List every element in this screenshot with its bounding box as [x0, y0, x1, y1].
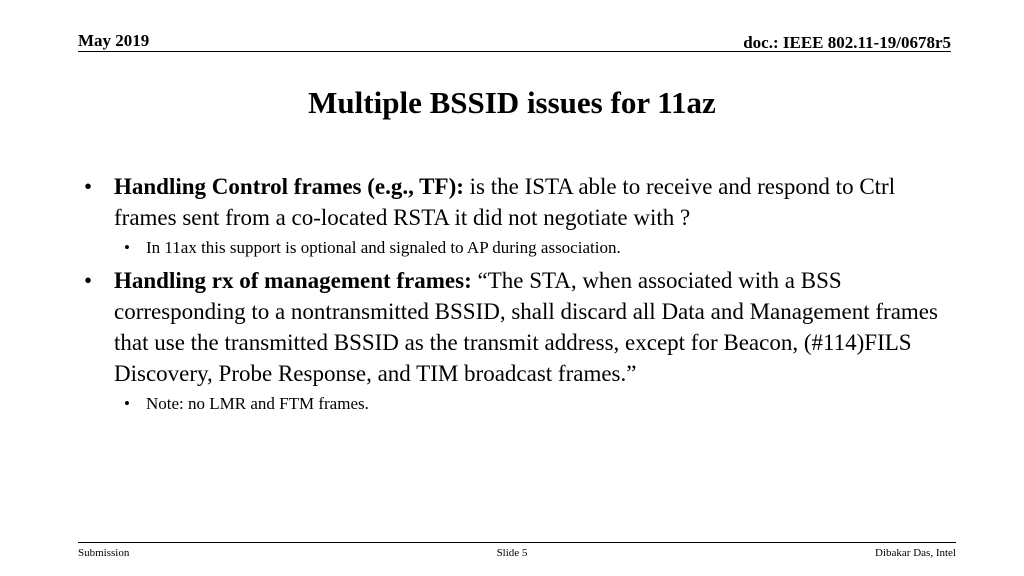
- footer-author: Dibakar Das, Intel: [875, 547, 956, 559]
- header-doc-id: doc.: IEEE 802.11-19/0678r5: [743, 33, 951, 52]
- footer-slide-number: Slide 5: [496, 547, 528, 559]
- sub-bullet-text: Note: no LMR and FTM frames.: [146, 394, 369, 413]
- bullet-dot-icon: •: [84, 268, 93, 293]
- bullet-dot-icon: •: [84, 174, 93, 199]
- sub-bullet-dot-icon: •: [124, 394, 130, 413]
- header-date: May 2019: [78, 31, 150, 50]
- bullet-control-frames: [84, 171, 944, 233]
- sub-bullet-dot-icon: •: [124, 238, 130, 257]
- slide-body: [84, 171, 944, 421]
- slide-title: Multiple BSSID issues for 11az: [308, 85, 716, 120]
- footer-submission: Submission: [78, 547, 130, 559]
- sub-bullet-note: [84, 393, 944, 415]
- sub-bullet-text: In 11ax this support is optional and signaled to AP during association.: [146, 238, 621, 257]
- bullet-heading: Handling rx of management frames:: [114, 268, 472, 293]
- sub-bullet-11ax-support: [84, 237, 944, 259]
- footer-divider: [78, 542, 956, 543]
- bullet-heading: Handling Control frames (e.g., TF):: [114, 174, 464, 199]
- bullet-text: “The STA, when associated with a BSS corresponding to a nontransmitted BSSID, shall discard all Data and Management frames that use the transmitted BSSID as the transmit address, except for Beacon, (#114)FILS Discovery, Probe Response, and TIM broadcast frames.”: [114, 268, 938, 386]
- bullet-management-frames: [84, 265, 944, 389]
- bullet-text: is the ISTA able to receive and respond to Ctrl frames sent from a co-located RSTA it did not negotiate with ?: [114, 174, 896, 230]
- header-divider: [78, 51, 951, 52]
